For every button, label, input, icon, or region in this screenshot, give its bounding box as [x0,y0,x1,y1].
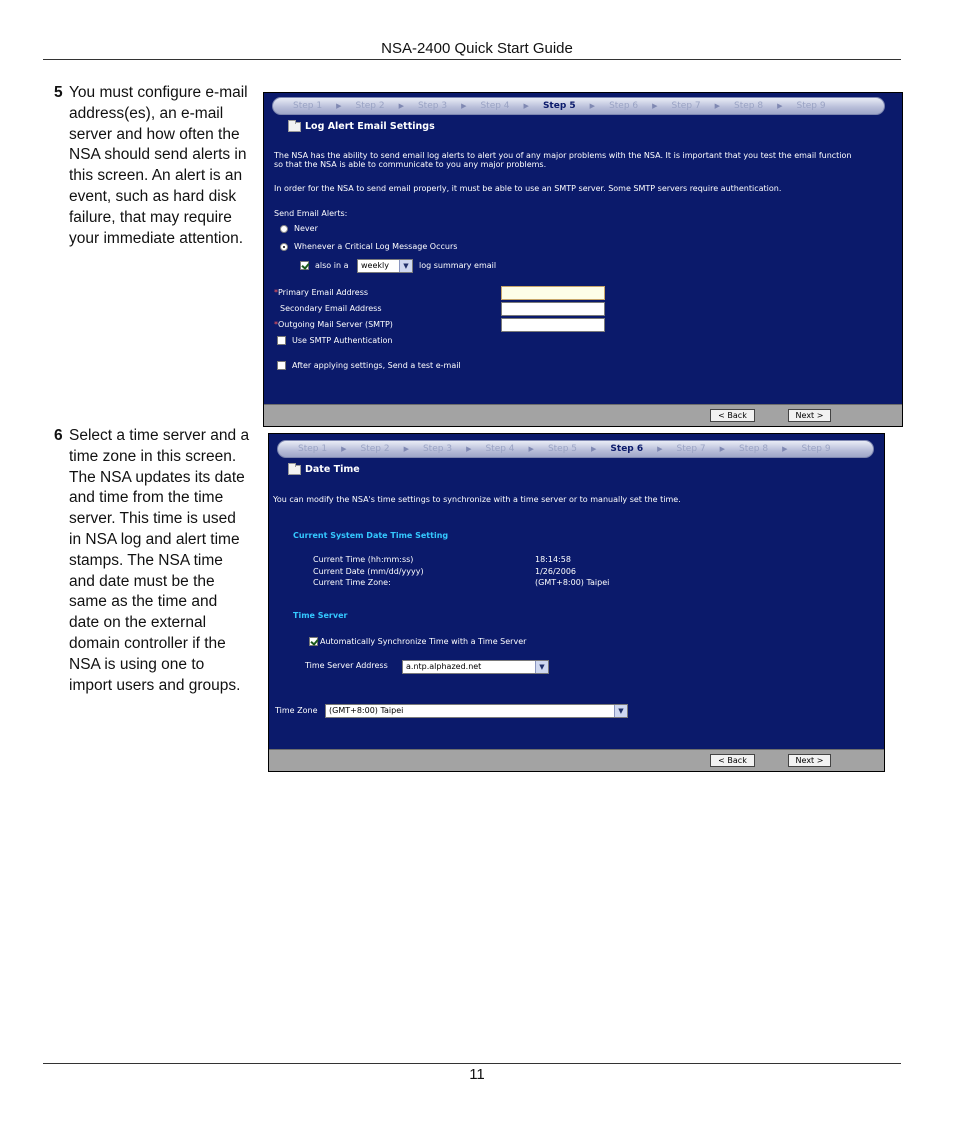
header-rule [43,59,901,60]
smtp-auth-row[interactable] [277,336,392,346]
time-zone-value: (GMT+8:00) Taipei [329,706,404,715]
wizard-step: Step 6 [609,101,639,111]
smtp-auth-label: Use SMTP Authentication [292,336,393,345]
wizard-step: Step 7 [676,444,706,454]
wizard-step: Step 2 [360,444,390,454]
smtp-server-field[interactable] [501,318,605,332]
also-in-a-label: also in a [315,261,349,270]
intro-text: so that the NSA is able to communicate to you any major problems. [274,160,547,169]
wizard-step: Step 9 [801,444,831,454]
screen-title-text: Log Alert Email Settings [305,121,435,132]
step-arrow-icon: ▶ [589,102,596,110]
current-date-value: 1/26/2006 [535,567,577,576]
wizard-step-bar [272,97,885,115]
step-arrow-icon: ▶ [591,445,597,453]
chevron-down-icon: ▼ [535,661,548,673]
primary-email-field[interactable] [501,286,605,300]
primary-email-label [274,288,368,298]
radio-label: Never [294,224,318,233]
smtp-auth-checkbox[interactable] [277,336,286,345]
chevron-down-icon: ▼ [399,260,412,272]
step-arrow-icon: ▶ [466,445,472,453]
step-5-instruction [54,83,250,249]
smtp-server-label [274,320,393,330]
step-text: You must configure e-mail address(es), an e-mail server and how often the NSA should send alerts in this screen. An alert is an event, such as hard disk failure, that may require your immediate attention. [69,84,248,247]
radio-critical[interactable] [280,242,457,252]
page-number: 11 [469,1066,485,1083]
step-arrow-icon: ▶ [461,102,467,110]
frequency-select[interactable] [357,259,413,273]
screen-title [288,464,360,475]
step-number: 5 [54,84,63,101]
step-arrow-icon: ▶ [403,445,409,453]
label-text: Primary Email Address [278,288,369,297]
secondary-email-label: Secondary Email Address [280,304,382,313]
time-server-heading: Time Server [293,611,348,620]
step-arrow-icon: ▶ [777,102,783,110]
wizard-step-active: Step 5 [542,101,576,111]
next-button[interactable]: Next > [788,409,831,422]
auto-sync-label: Automatically Synchronize Time with a Time Server [320,637,527,646]
wizard-step: Step 1 [298,444,328,454]
auto-sync-checkbox[interactable] [309,637,318,646]
wizard-step: Step 7 [671,101,701,111]
step-arrow-icon: ▶ [398,102,404,110]
wizard-step: Step 8 [734,101,764,111]
step-arrow-icon: ▶ [652,102,658,110]
back-button[interactable]: < Back [710,754,755,767]
wizard-step: Step 3 [417,101,448,111]
time-zone-select[interactable] [325,704,628,718]
wizard-step: Step 9 [796,101,826,111]
radio-button[interactable] [280,225,288,233]
intro-text: The NSA has the ability to send email log alerts to alert you of any major problems with the NSA. It is important that you test the email function [274,151,852,160]
step-6-instruction [54,426,250,696]
label-text: Outgoing Mail Server (SMTP) [278,320,393,329]
current-time-label: Current Time (hh:mm:ss) [313,555,414,564]
wizard-step: Step 4 [485,444,515,454]
radio-never[interactable] [280,224,318,234]
current-date-label: Current Date (mm/dd/yyyy) [313,567,424,576]
wizard-step: Step 3 [422,444,453,454]
auto-sync-row[interactable] [309,637,526,647]
document-header-title: NSA-2400 Quick Start Guide [381,40,573,57]
step-arrow-icon: ▶ [336,102,342,110]
required-mark: * [274,320,278,329]
time-server-address-value: a.ntp.alphazed.net [406,662,482,671]
wizard-step: Step 8 [739,444,769,454]
required-mark: * [274,288,278,297]
wizard-step: Step 4 [480,101,510,111]
current-zone-label: Current Time Zone: [313,578,391,587]
frequency-value: weekly [361,261,389,270]
secondary-email-field[interactable] [501,302,605,316]
wizard-step: Step 5 [547,444,578,454]
footer-rule [43,1063,901,1064]
folder-icon [288,122,301,132]
step-arrow-icon: ▶ [714,102,721,110]
test-email-checkbox[interactable] [277,361,286,370]
radio-label: Whenever a Critical Log Message Occurs [294,242,458,251]
screen-title [288,121,435,132]
wizard-step-bar [277,440,874,458]
time-server-address-select[interactable] [402,660,549,674]
current-zone-value: (GMT+8:00) Taipei [535,578,610,587]
step-number: 6 [54,427,63,444]
step-arrow-icon: ▶ [657,445,663,453]
step-text: Select a time server and a time zone in this screen. The NSA updates its date and time from the time server. This time is used in NSA log and alert time stamps. The NSA time and date must be the same as the time and date on the external domain controller if the NSA is using one to import users and groups. [69,427,250,694]
step-arrow-icon: ▶ [782,445,788,453]
intro-text: You can modify the NSA's time settings to synchronize with a time server or to manually set the time. [273,495,681,504]
step-arrow-icon: ▶ [523,102,529,110]
step-arrow-icon: ▶ [719,445,726,453]
screen-title-text: Date Time [305,464,360,475]
time-server-address-label: Time Server Address [305,661,388,670]
next-button[interactable]: Next > [788,754,831,767]
step-arrow-icon: ▶ [528,445,534,453]
log-summary-label: log summary email [419,261,497,270]
summary-checkbox[interactable] [300,261,309,270]
test-email-row[interactable] [277,361,461,371]
wizard-footer [269,749,884,771]
current-time-value: 18:14:58 [535,555,571,564]
wizard-step: Step 1 [293,101,323,111]
wizard-step-active: Step 6 [610,444,644,454]
email-settings-screenshot [263,92,903,427]
folder-icon [288,465,301,475]
summary-checkbox-row [300,261,348,271]
intro-text: In order for the NSA to send email properly, it must be able to use an SMTP server. Some SMTP servers require authentication. [274,184,782,193]
wizard-step: Step 2 [355,101,385,111]
back-button[interactable]: < Back [710,409,755,422]
current-datetime-heading: Current System Date Time Setting [293,531,449,540]
send-email-alerts-label: Send Email Alerts: [274,209,348,218]
test-email-label: After applying settings, Send a test e-mail [292,361,461,370]
date-time-screenshot [268,433,885,772]
chevron-down-icon: ▼ [614,705,627,717]
step-arrow-icon: ▶ [341,445,347,453]
radio-button-selected[interactable] [280,243,288,251]
time-zone-label: Time Zone [275,706,318,715]
wizard-footer [264,404,902,426]
